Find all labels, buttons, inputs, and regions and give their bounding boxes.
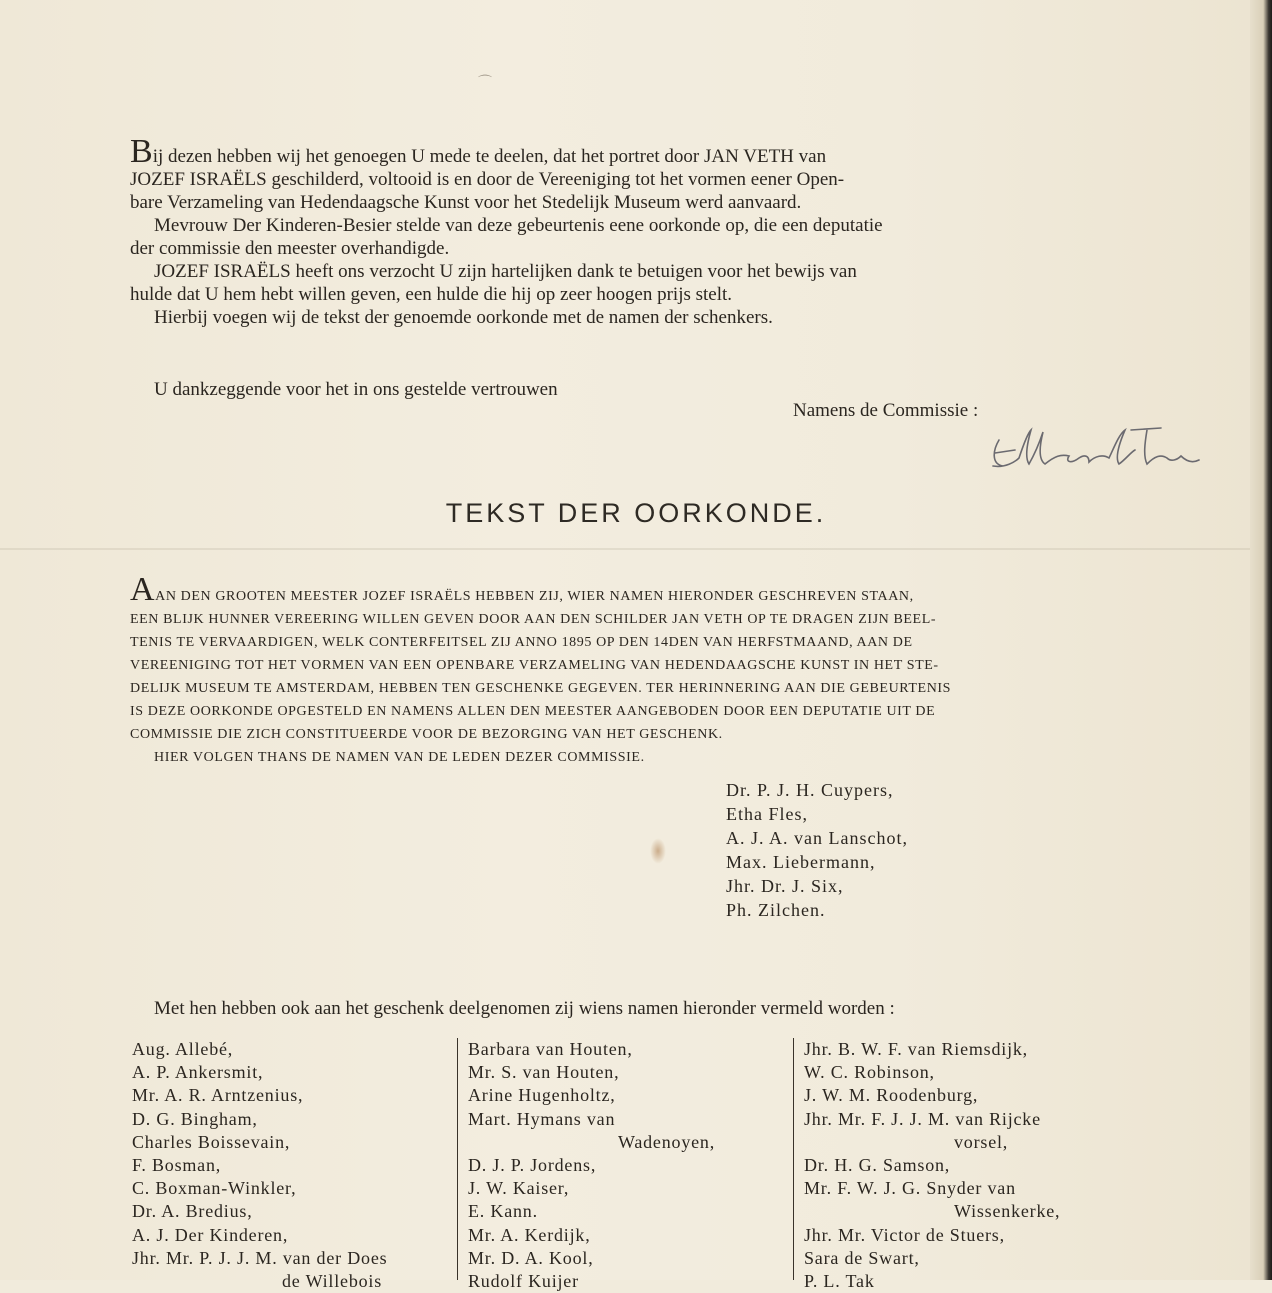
participant-name: D. G. Bingham,	[132, 1108, 258, 1129]
participant-name: Mr. A. R. Arntzenius,	[132, 1085, 304, 1106]
participants-column-2	[468, 1038, 790, 1293]
oorkonde-line-6: IS DEZE OORKONDE OPGESTELD EN NAMENS ALLEN DEN MEESTER AANGEBODEN DOOR EEN DEPUTATIE UIT DE	[130, 704, 936, 719]
intro-line-2: JOZEF ISRAËLS geschilderd, voltooid is en door de Vereeniging tot het vormen eener Open-	[130, 169, 845, 190]
participant-name: Arine Hugenholtz,	[468, 1085, 616, 1106]
namens-de-commissie: Namens de Commissie :	[793, 400, 979, 421]
participant-name: Mr. A. Kerdijk,	[468, 1224, 591, 1245]
participant-name: Mart. Hymans van	[468, 1108, 616, 1129]
intro-line-8: Hierbij voegen wij de tekst der genoemde oorkonde met de namen der schenkers.	[154, 307, 773, 328]
participant-name: J. W. M. Roodenburg,	[804, 1085, 979, 1106]
participant-name: A. J. Der Kinderen,	[132, 1224, 289, 1245]
participant-name: J. W. Kaiser,	[468, 1178, 570, 1199]
paper-fold	[0, 548, 1250, 550]
paper-stain	[650, 838, 666, 864]
oorkonde-line-2: EEN BLIJK HUNNER VEREERING WILLEN GEVEN DOOR AAN DEN SCHILDER JAN VETH OP TE DRAGEN ZIJN BEEL-	[130, 612, 937, 627]
participant-name: E. Kann.	[468, 1201, 538, 1222]
participants-column-3	[804, 1038, 1126, 1293]
committee-member: Dr. P. J. H. Cuypers,	[726, 780, 894, 800]
participant-name-continued: Wissenkerke,	[954, 1201, 1061, 1222]
committee-member: Etha Fles,	[726, 804, 808, 824]
participant-name-continued: de Willebois	[282, 1271, 383, 1292]
intro-line-3: bare Verzameling van Hedendaagsche Kunst voor het Stedelijk Museum werd aanvaard.	[130, 192, 802, 213]
committee-list	[726, 778, 908, 922]
intro-line-5: der commissie den meester overhandigde.	[130, 238, 450, 259]
participant-name: Mr. F. W. J. G. Snyder van	[804, 1178, 1016, 1199]
participant-name-continued: Wadenoyen,	[618, 1131, 716, 1152]
paper-edge	[1250, 0, 1272, 1280]
participant-name: C. Boxman-Winkler,	[132, 1178, 297, 1199]
oorkonde-text	[130, 571, 1122, 769]
participant-name: P. L. Tak	[804, 1271, 875, 1292]
intro-line-4: Mevrouw Der Kinderen-Besier stelde van deze gebeurtenis eene oorkonde op, die een deputatie	[154, 215, 883, 236]
participant-name: A. P. Ankersmit,	[132, 1062, 264, 1083]
participants-intro: Met hen hebben ook aan het geschenk deelgenomen zij wiens namen hieronder vermeld worden :	[154, 998, 895, 1019]
participant-name: Charles Boissevain,	[132, 1131, 291, 1152]
participant-name: Jhr. Mr. Victor de Stuers,	[804, 1224, 1005, 1245]
oorkonde-line-1: AAN DEN GROOTEN MEESTER JOZEF ISRAËLS HEBBEN ZIJ, WIER NAMEN HIERONDER GESCHREVEN STAAN,	[130, 571, 914, 608]
oorkonde-line-7: COMMISSIE DIE ZICH CONSTITUEERDE VOOR DE BEZORGING VAN HET GESCHENK.	[130, 727, 723, 742]
oorkonde-line-8: HIER VOLGEN THANS DE NAMEN VAN DE LEDEN DEZER COMMISSIE.	[154, 750, 645, 765]
participant-name: Aug. Allebé,	[132, 1039, 234, 1059]
handwritten-signature	[985, 420, 1210, 480]
participant-name: Jhr. Mr. P. J. J. M. van der Does	[132, 1247, 388, 1268]
intro-line-7: hulde dat U hem hebt willen geven, een hulde die hij op zeer hoogen prijs stelt.	[130, 284, 733, 305]
pencil-mark: ⌒	[478, 76, 492, 91]
participant-name: Jhr. B. W. F. van Riemsdijk,	[804, 1039, 1028, 1059]
column-divider	[793, 1038, 794, 1280]
intro-line-6: JOZEF ISRAËLS heeft ons verzocht U zijn hartelijken dank te betuigen voor het bewijs van	[154, 261, 857, 282]
participant-name: Barbara van Houten,	[468, 1039, 633, 1059]
intro-line-1: Bij dezen hebben wij het genoegen U mede te deelen, dat het portret door JAN VETH van	[130, 133, 827, 170]
oorkonde-line-4: VEREENIGING TOT HET VORMEN VAN EEN OPENBARE VERZAMELING VAN HEDENDAAGSCHE KUNST IN HET STE-	[130, 658, 939, 673]
participant-name: Sara de Swart,	[804, 1247, 920, 1268]
participant-name: F. Bosman,	[132, 1155, 222, 1176]
committee-member: A. J. A. van Lanschot,	[726, 828, 908, 848]
committee-member: Max. Liebermann,	[726, 852, 876, 872]
drop-initial-a: A	[130, 571, 156, 608]
column-divider	[457, 1038, 458, 1280]
participant-name: Mr. D. A. Kool,	[468, 1247, 594, 1268]
participant-name: D. J. P. Jordens,	[468, 1155, 597, 1176]
participant-name-continued: vorsel,	[954, 1131, 1009, 1152]
committee-member: Jhr. Dr. J. Six,	[726, 876, 844, 896]
participant-name: Mr. S. van Houten,	[468, 1062, 620, 1083]
participants-column-1	[132, 1038, 454, 1293]
participant-name: Rudolf Kuijer	[468, 1271, 579, 1292]
committee-member: Ph. Zilchen.	[726, 900, 826, 920]
participant-name: Jhr. Mr. F. J. J. M. van Rijcke	[804, 1108, 1041, 1129]
participant-name: Dr. A. Bredius,	[132, 1201, 253, 1222]
participant-name: Dr. H. G. Samson,	[804, 1155, 951, 1176]
participant-name: W. C. Robinson,	[804, 1062, 935, 1083]
closing-line: U dankzeggende voor het in ons gestelde vertrouwen	[154, 379, 558, 400]
oorkonde-line-3: TENIS TE VERVAARDIGEN, WELK CONTERFEITSEL ZIJ ANNO 1895 OP DEN 14DEN VAN HERFSTMAAND, AAN DE	[130, 635, 913, 650]
intro-letter	[130, 133, 1122, 329]
drop-initial-b: B	[130, 133, 153, 170]
oorkonde-heading: TEKST DER OORKONDE.	[445, 498, 827, 528]
oorkonde-line-5: DELIJK MUSEUM TE AMSTERDAM, HEBBEN TEN GESCHENKE GEGEVEN. TER HERINNERING AAN DIE GEBEURTENIS	[130, 681, 952, 696]
